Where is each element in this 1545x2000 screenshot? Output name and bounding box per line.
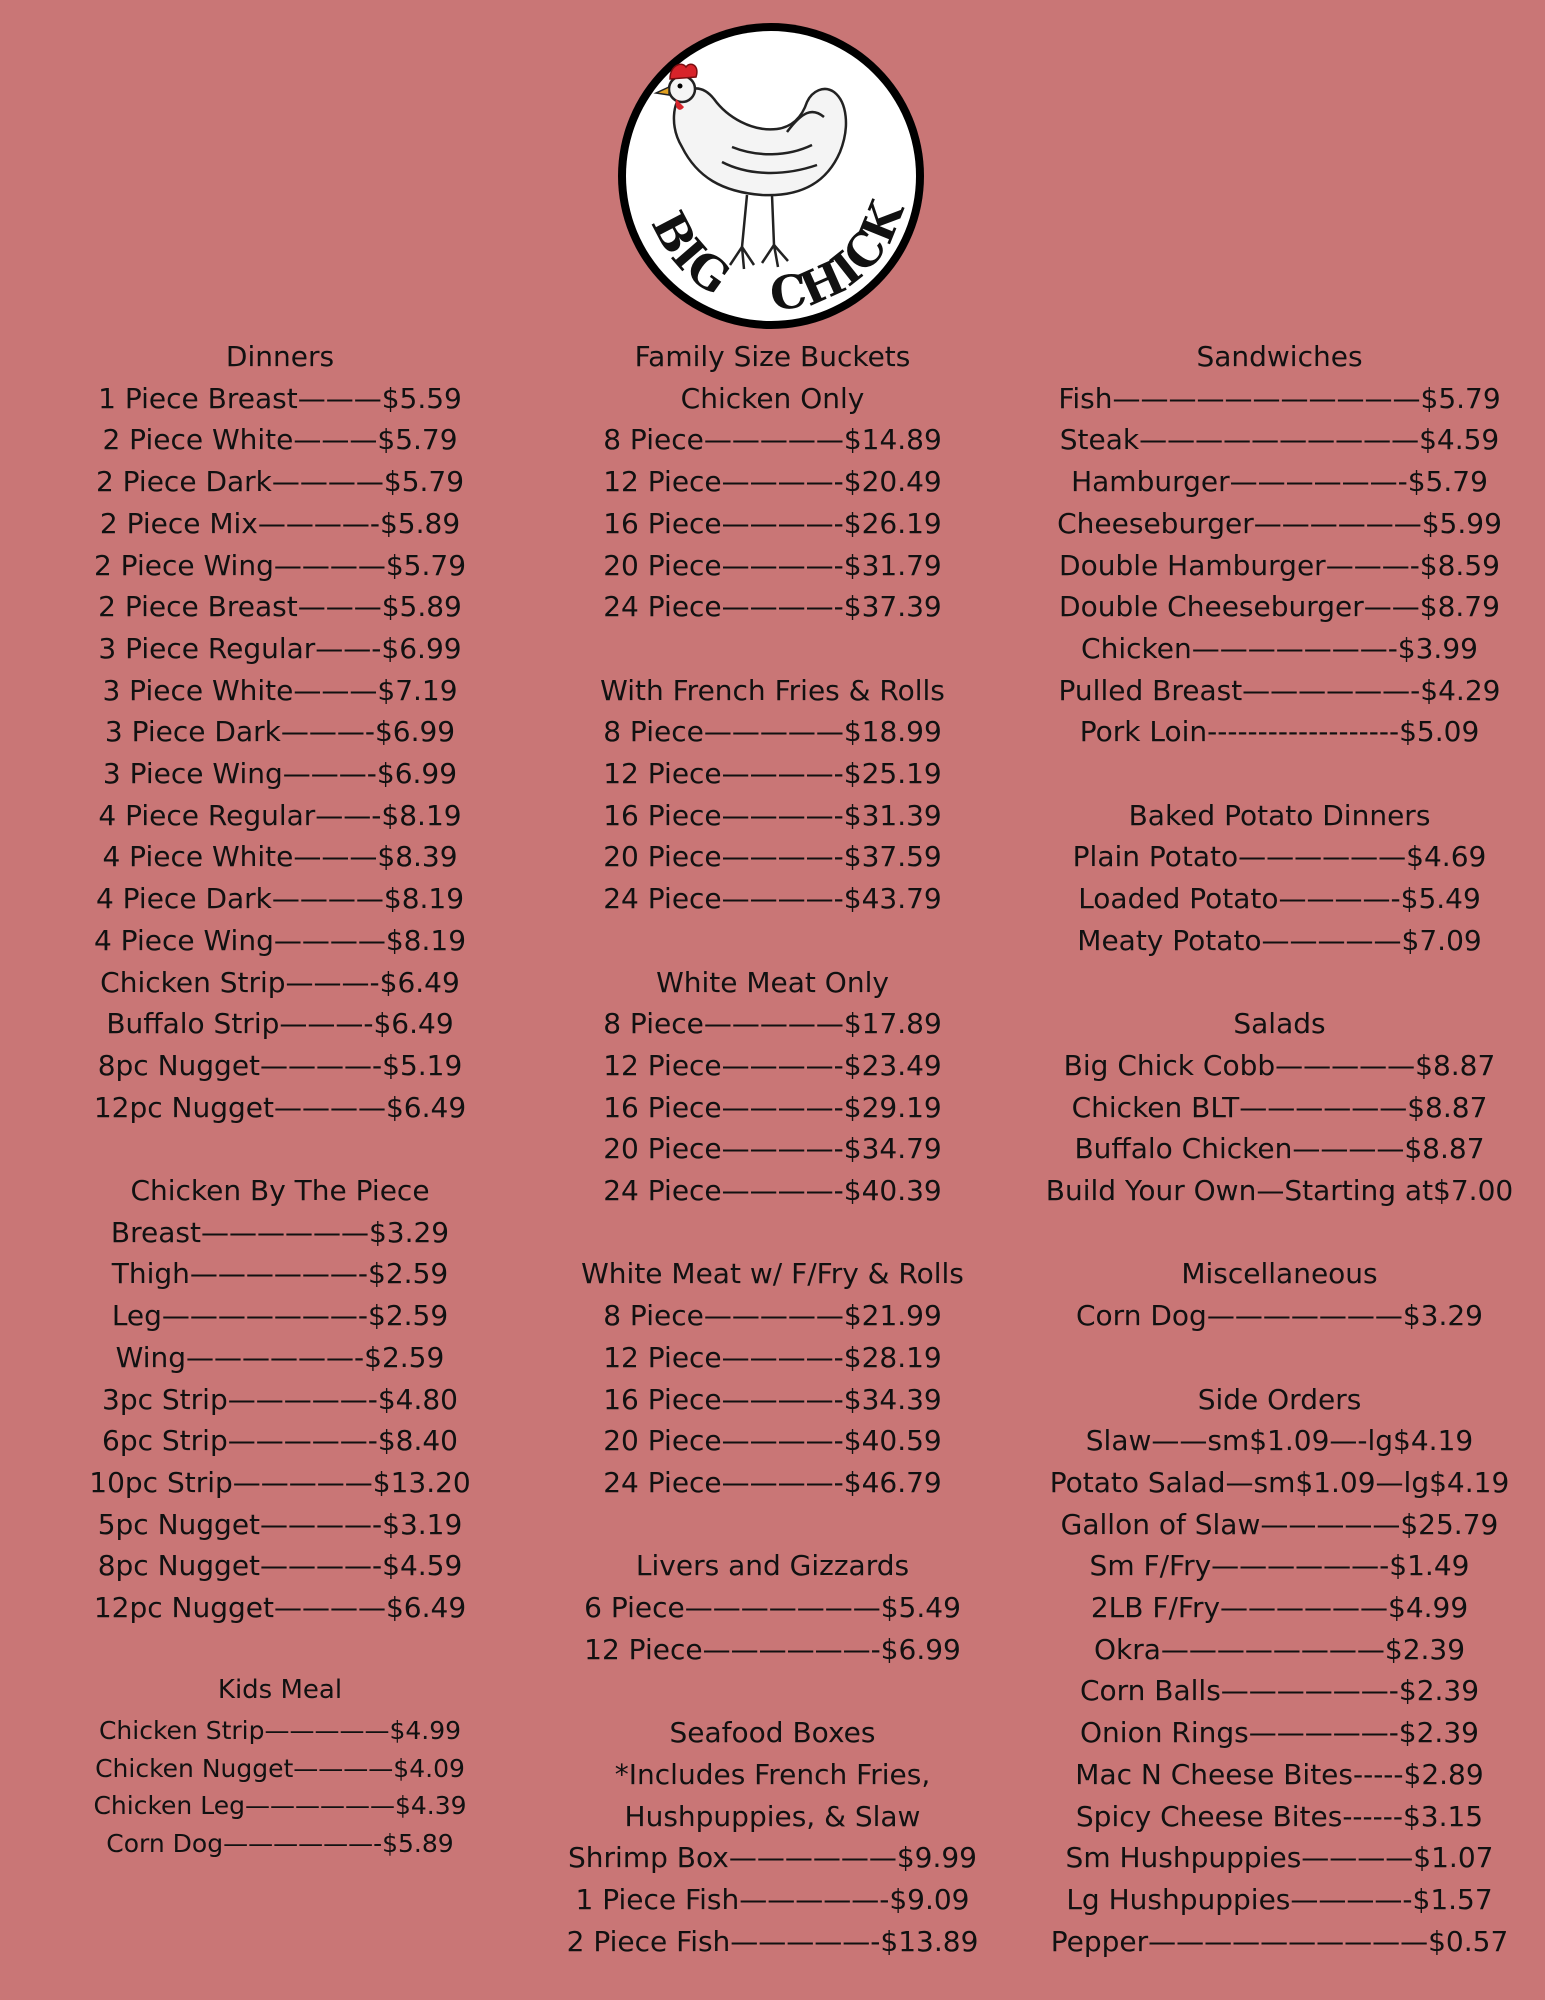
menu-item: 8 Piece—————$17.89 — [603, 1007, 942, 1041]
menu-item: Chicken Strip—————$4.99 — [98, 1716, 462, 1746]
menu-item: 2 Piece Fish—————-$13.89 — [566, 1924, 979, 1958]
menu-item: 2LB F/Fry——————$4.99 — [1090, 1591, 1469, 1625]
menu-item: 2 Piece Wing————$5.79 — [93, 548, 467, 582]
menu-item: Onion Rings—————-$2.39 — [1080, 1716, 1479, 1750]
menu-item: 16 Piece————-$31.39 — [603, 798, 942, 832]
menu-item: 2 Piece Breast———$5.89 — [98, 590, 462, 624]
menu-item: 20 Piece————-$37.59 — [603, 840, 942, 874]
menu-item: 24 Piece————-$46.79 — [603, 1465, 942, 1499]
section-heading: Sandwiches — [1196, 340, 1363, 373]
menu-item: Slaw——sm$1.09—-lg$4.19 — [1085, 1424, 1474, 1458]
menu-item: 24 Piece————-$40.39 — [603, 1174, 942, 1208]
svg-text:CHICK: CHICK — [767, 193, 915, 322]
menu-item: Double Cheeseburger——$8.79 — [1059, 590, 1500, 624]
menu-item: 6 Piece———————$5.49 — [584, 1591, 961, 1625]
section-heading: White Meat w/ F/Fry & Rolls — [581, 1257, 964, 1291]
menu-item: 8 Piece—————$14.89 — [603, 423, 942, 457]
menu-item: 8 Piece—————$21.99 — [603, 1299, 942, 1333]
menu-section-family-size-buckets — [560, 336, 985, 628]
section-heading: Dinners — [225, 340, 335, 373]
section-heading: White Meat Only — [656, 965, 889, 999]
menu-section-salads — [1022, 1003, 1537, 1212]
menu-item: 12 Piece——————-$6.99 — [584, 1632, 961, 1666]
section-heading: Livers and Gizzards — [635, 1549, 910, 1583]
menu-section-dinners — [60, 336, 500, 1128]
menu-item: Chicken Strip———-$6.49 — [100, 965, 460, 999]
menu-item: 20 Piece————-$34.79 — [603, 1132, 942, 1166]
menu-item: 12pc Nugget————$6.49 — [93, 1090, 467, 1124]
menu-item: Pork Loin-------------------$5.09 — [1079, 715, 1480, 749]
menu-section-white-meat-w-f-fry-rolls — [560, 1253, 985, 1503]
menu-item: 3pc Strip—————-$4.80 — [102, 1382, 458, 1416]
menu-item: Corn Dog———————$3.29 — [1076, 1299, 1483, 1333]
menu-item: 1 Piece Fish—————-$9.09 — [575, 1882, 970, 1916]
section-heading: Family Size Buckets — [634, 340, 911, 373]
menu-item: 20 Piece————-$31.79 — [603, 548, 942, 582]
menu-item: Double Hamburger———-$8.59 — [1059, 548, 1500, 582]
menu-item: Hamburger——————-$5.79 — [1071, 465, 1488, 499]
menu-item: 5pc Nugget————-$3.19 — [97, 1507, 463, 1541]
menu-item: Breast——————$3.29 — [110, 1215, 450, 1249]
menu-item: Lg Hushpuppies————-$1.57 — [1066, 1882, 1493, 1916]
menu-item: 3 Piece White———$7.19 — [102, 673, 458, 707]
menu-item: 3 Piece Regular——-$6.99 — [98, 631, 462, 665]
menu-section-with-french-fries-rolls — [560, 670, 985, 920]
menu-item: 6pc Strip—————-$8.40 — [102, 1424, 458, 1458]
menu-item: Sm F/Fry——————-$1.49 — [1089, 1549, 1470, 1583]
menu-section-white-meat-only — [560, 962, 985, 1212]
menu-section-miscellaneous — [1022, 1253, 1537, 1336]
menu-item: Chicken Nugget————$4.09 — [95, 1753, 465, 1783]
menu-column-left — [60, 336, 500, 1862]
section-heading: Salads — [1233, 1007, 1326, 1041]
menu-item: 16 Piece————-$26.19 — [603, 506, 942, 540]
menu-item: 10pc Strip—————$13.20 — [89, 1465, 471, 1499]
menu-column-right — [1022, 336, 1537, 1962]
menu-item: Buffalo Chicken————$8.87 — [1074, 1132, 1485, 1166]
menu-item: 3 Piece Dark———-$6.99 — [104, 715, 456, 749]
menu-item: 4 Piece Regular——-$8.19 — [98, 798, 462, 832]
menu-item: Plain Potato——————$4.69 — [1072, 840, 1487, 874]
menu-item: Build Your Own—Starting at$7.00 — [1045, 1174, 1514, 1208]
menu-item: 2 Piece Mix————-$5.89 — [99, 506, 461, 540]
section-heading: Seafood Boxes — [669, 1716, 876, 1750]
menu-item: Pepper——————————$0.57 — [1050, 1924, 1509, 1958]
menu-section-seafood-boxes — [560, 1712, 985, 1962]
menu-item: Mac N Cheese Bites-----$2.89 — [1075, 1757, 1484, 1791]
hen-logo-icon — [612, 17, 930, 335]
menu-item: 12pc Nugget————$6.49 — [93, 1591, 467, 1625]
menu-item: 24 Piece————-$37.39 — [603, 590, 942, 624]
menu-item: 4 Piece Wing————$8.19 — [93, 923, 467, 957]
menu-item: 20 Piece————-$40.59 — [603, 1424, 942, 1458]
menu-section-livers-and-gizzards — [560, 1545, 985, 1670]
menu-item: Meaty Potato—————$7.09 — [1077, 923, 1482, 957]
menu-item: Spicy Cheese Bites------$3.15 — [1075, 1799, 1484, 1833]
menu-item: 12 Piece————-$25.19 — [603, 757, 942, 791]
menu-section-sandwiches — [1022, 336, 1537, 753]
menu-item: Big Chick Cobb—————$8.87 — [1063, 1048, 1496, 1082]
menu-item: Hushpuppies, & Slaw — [624, 1799, 921, 1833]
menu-item: 12 Piece————-$23.49 — [603, 1048, 942, 1082]
menu-item: Loaded Potato————-$5.49 — [1078, 882, 1481, 916]
menu-item: Chicken———————-$3.99 — [1081, 631, 1478, 665]
menu-item: 8pc Nugget————-$4.59 — [97, 1549, 463, 1583]
menu-item: Corn Balls——————-$2.39 — [1079, 1674, 1480, 1708]
menu-item: 16 Piece————-$34.39 — [603, 1382, 942, 1416]
section-heading: Side Orders — [1197, 1382, 1362, 1416]
menu-item: 12 Piece————-$28.19 — [603, 1340, 942, 1374]
section-heading: Baked Potato Dinners — [1128, 798, 1431, 832]
section-heading: Miscellaneous — [1181, 1257, 1378, 1291]
menu-item: 3 Piece Wing———-$6.99 — [102, 757, 458, 791]
menu-section-chicken-by-the-piece — [60, 1170, 500, 1629]
menu-item: Buffalo Strip———-$6.49 — [106, 1007, 454, 1041]
menu-item: 2 Piece Dark————$5.79 — [95, 465, 465, 499]
section-heading: Chicken By The Piece — [130, 1174, 430, 1208]
menu-item: *Includes French Fries, — [614, 1757, 931, 1791]
menu-item: 12 Piece————-$20.49 — [603, 465, 942, 499]
menu-item: Wing——————-$2.59 — [115, 1340, 445, 1374]
menu-section-kids-meal — [60, 1670, 500, 1862]
menu-item: Cheeseburger——————$5.99 — [1057, 506, 1502, 540]
menu-item: 2 Piece White———$5.79 — [102, 423, 458, 457]
big-chick-logo — [612, 17, 930, 335]
menu-item: Steak——————————$4.59 — [1059, 423, 1500, 457]
menu-item: Chicken BLT——————$8.87 — [1071, 1090, 1488, 1124]
menu-item: Corn Dog——————-$5.89 — [106, 1828, 454, 1858]
menu-section-side-orders — [1022, 1379, 1537, 1963]
menu-item: 8 Piece—————$18.99 — [603, 715, 942, 749]
menu-item: Pulled Breast——————-$4.29 — [1058, 673, 1501, 707]
menu-section-baked-potato-dinners — [1022, 795, 1537, 962]
menu-item: Potato Salad—sm$1.09—lg$4.19 — [1049, 1465, 1510, 1499]
menu-item: Chicken Only — [680, 381, 865, 415]
menu-item: Chicken Leg——————$4.39 — [93, 1791, 467, 1821]
menu-column-middle — [560, 336, 985, 1962]
menu-item: 16 Piece————-$29.19 — [603, 1090, 942, 1124]
menu-item: 8pc Nugget————-$5.19 — [97, 1048, 463, 1082]
menu-item: 4 Piece White———$8.39 — [102, 840, 458, 874]
menu-item: Shrimp Box——————$9.99 — [568, 1841, 977, 1875]
menu-item: Sm Hushpuppies————$1.07 — [1065, 1841, 1494, 1875]
menu-item: Thigh——————-$2.59 — [111, 1257, 449, 1291]
menu-item: 4 Piece Dark————$8.19 — [95, 882, 465, 916]
menu-item: Gallon of Slaw—————$25.79 — [1060, 1507, 1499, 1541]
menu-item: Okra————————$2.39 — [1093, 1632, 1466, 1666]
section-heading: Kids Meal — [217, 1675, 343, 1706]
menu-item: Fish———————————$5.79 — [1058, 381, 1501, 415]
menu-item: Leg———————-$2.59 — [111, 1299, 449, 1333]
svg-text:BIG: BIG — [640, 202, 741, 306]
section-heading: With French Fries & Rolls — [600, 673, 945, 707]
menu-item: 1 Piece Breast———$5.59 — [98, 381, 462, 415]
menu-item: 24 Piece————-$43.79 — [603, 882, 942, 916]
